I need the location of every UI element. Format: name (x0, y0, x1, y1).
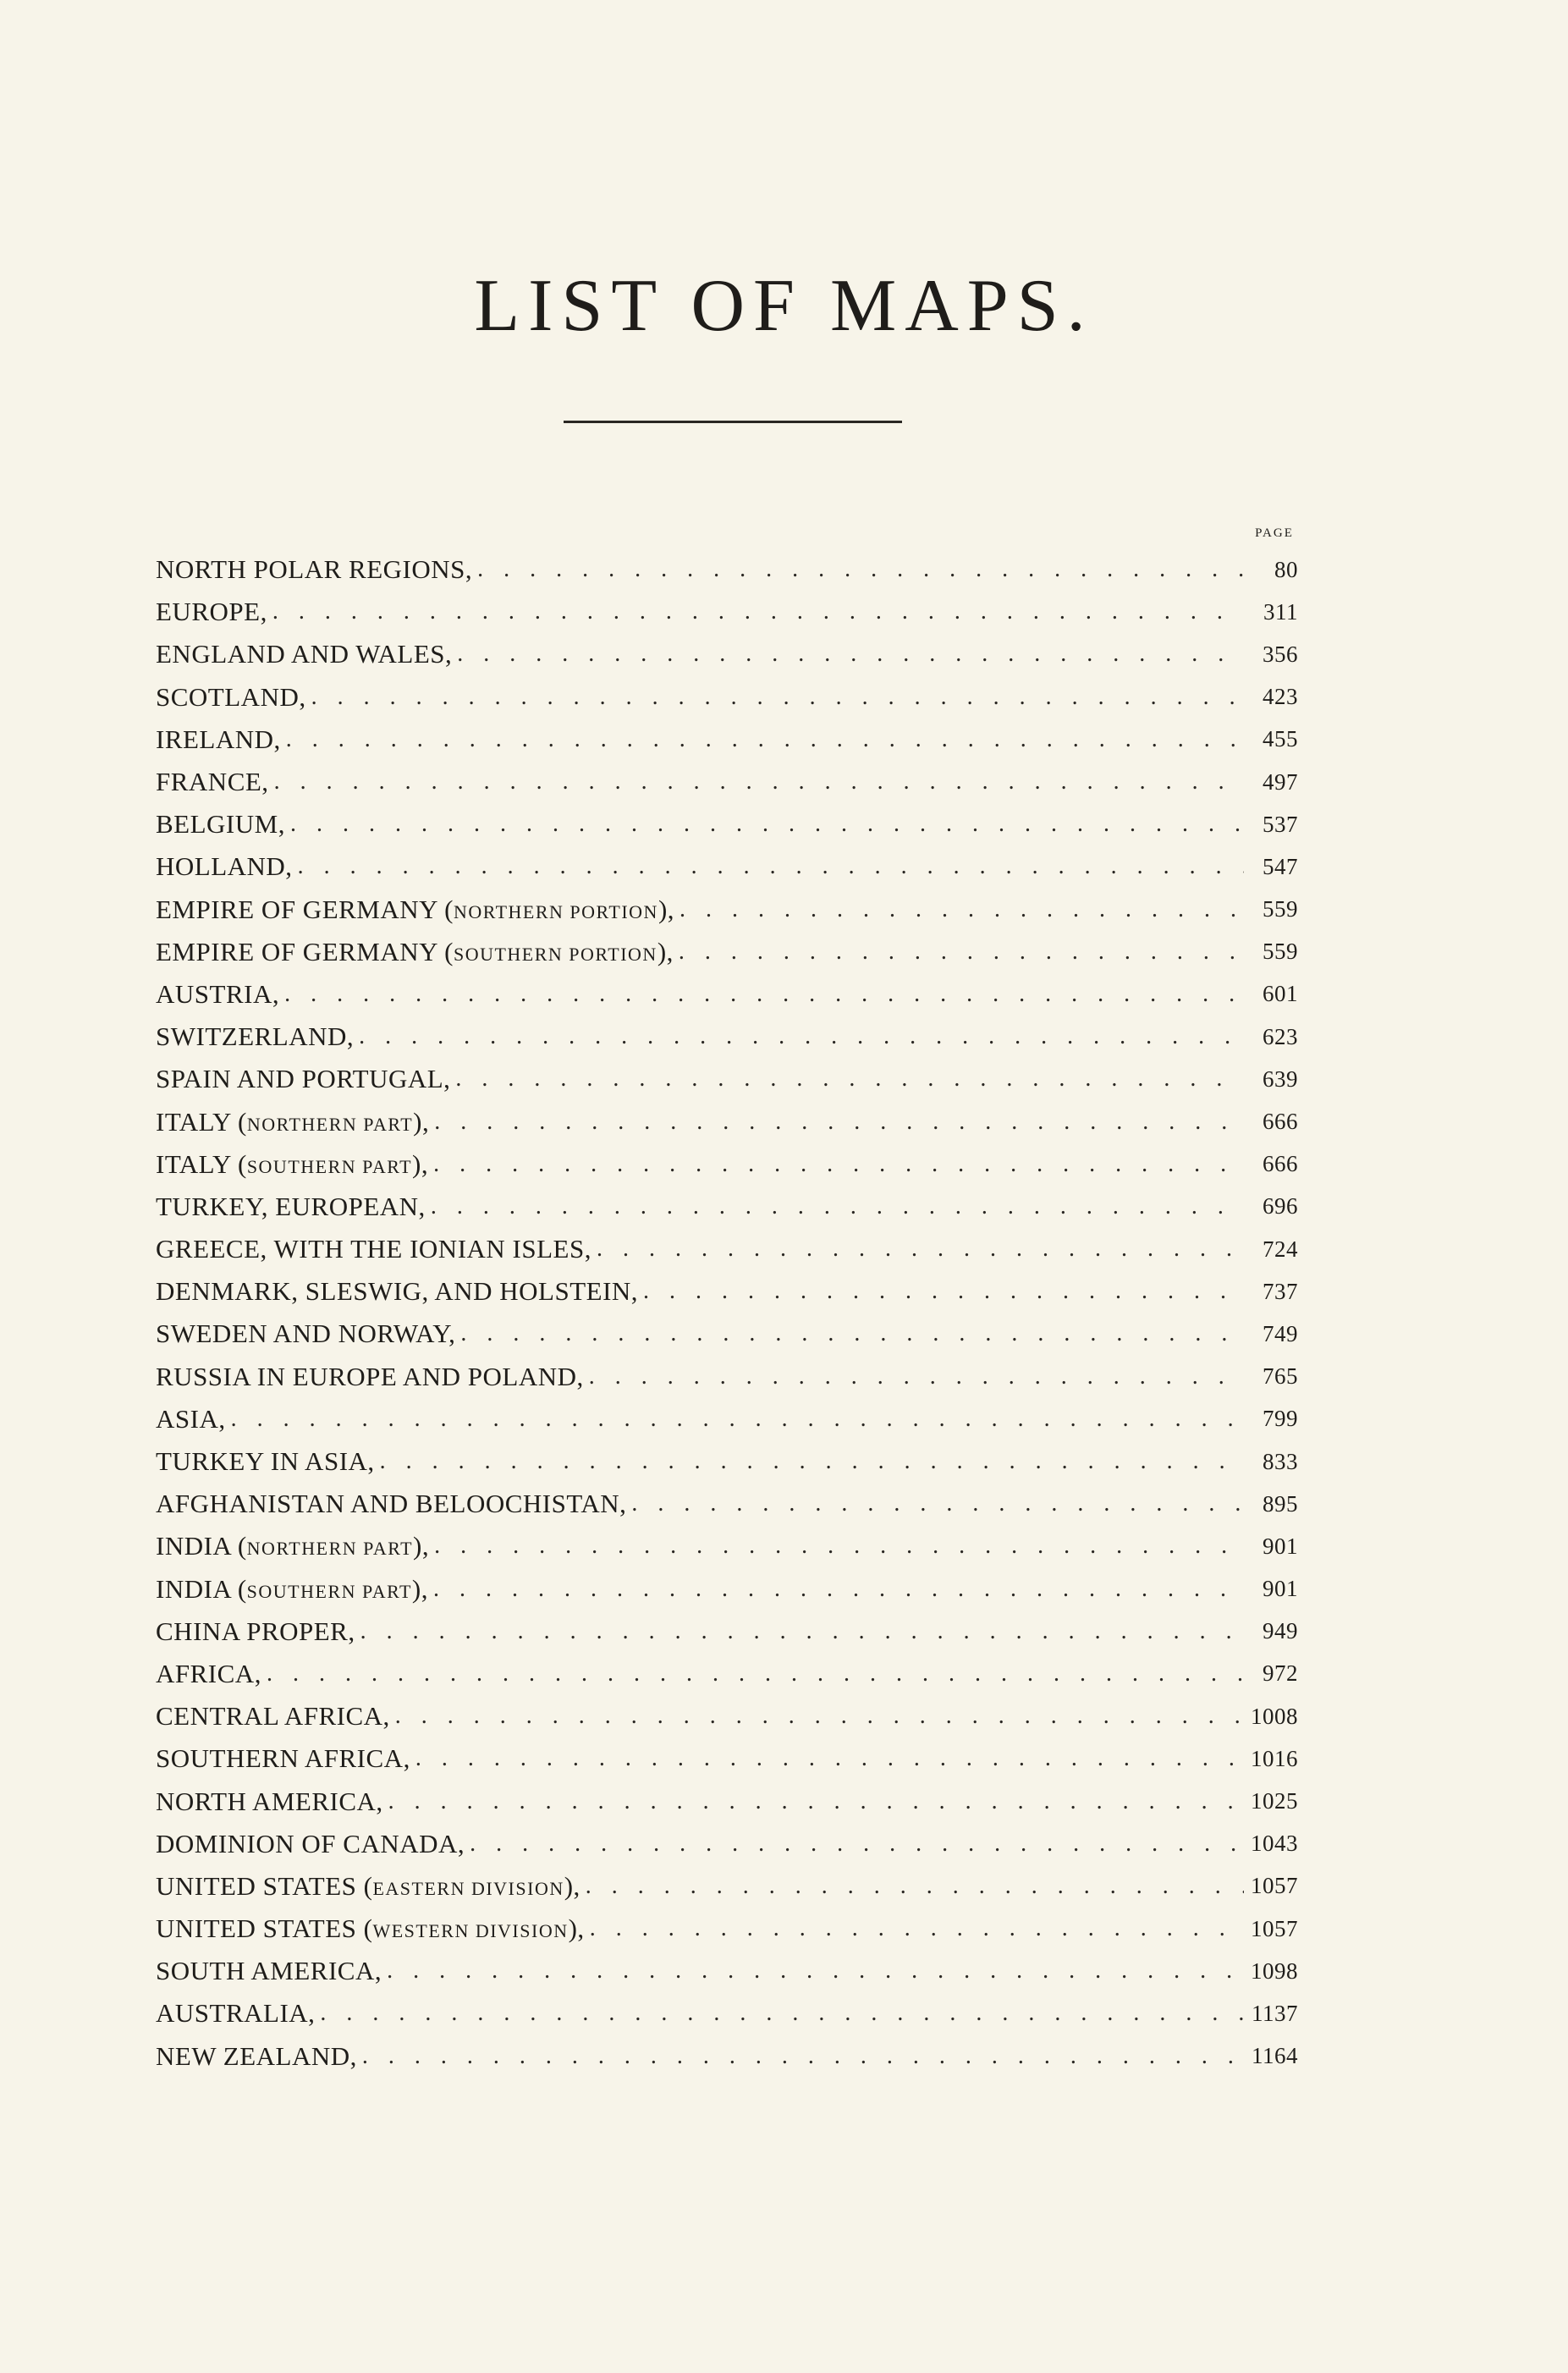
map-entry-name: SPAIN AND PORTUGAL, (156, 1064, 451, 1094)
map-entry (156, 1313, 1298, 1355)
leader-dots (410, 1745, 1244, 1772)
map-entry-page: 724 (1263, 1236, 1298, 1262)
map-entry (156, 1186, 1298, 1228)
map-entry-page: 356 (1263, 641, 1298, 667)
map-entry (156, 761, 1298, 803)
map-entry-name: ENGLAND AND WALES, (156, 639, 453, 669)
leader-dots (580, 1873, 1244, 1900)
map-entry-name: DOMINION OF CANADA, (156, 1828, 465, 1858)
leader-dots (429, 1109, 1244, 1136)
leader-dots (674, 896, 1244, 923)
page-column-heading: PAGE (1255, 526, 1294, 540)
map-entry-name: INDIA (NORTHERN PART), (156, 1531, 430, 1561)
map-entry (156, 1950, 1298, 1992)
map-entry-name: EMPIRE OF GERMANY (NORTHERN PORTION), (156, 894, 675, 924)
map-entry-name: EMPIRE OF GERMANY (SOUTHERN PORTION), (156, 936, 674, 966)
leader-dots (428, 1576, 1244, 1603)
map-entry-page: 497 (1263, 768, 1298, 795)
map-entry-name: UNITED STATES (WESTERN DIVISION), (156, 1913, 585, 1944)
map-entry-page: 765 (1263, 1363, 1298, 1390)
map-entry-name: NEW ZEALAND, (156, 2040, 357, 2071)
map-entry (156, 1270, 1298, 1313)
map-entry (156, 889, 1298, 931)
leader-dots (455, 1320, 1244, 1347)
map-entry-name: NORTH POLAR REGIONS, (156, 554, 473, 585)
leader-dots (355, 1618, 1244, 1645)
map-entry-page: 833 (1263, 1448, 1298, 1474)
map-entry-page: 455 (1263, 726, 1298, 752)
leader-dots (585, 1915, 1244, 1942)
map-entry (156, 1737, 1298, 1780)
map-entry-page: 972 (1263, 1660, 1298, 1687)
map-entry-name: FRANCE, (156, 767, 269, 797)
leader-dots (426, 1193, 1244, 1220)
leader-dots (472, 556, 1244, 583)
page-title: LIST OF MAPS. (474, 265, 1094, 347)
map-entry-name: IRELAND, (156, 724, 281, 754)
map-entry-page: 537 (1263, 811, 1298, 837)
leader-dots (357, 2043, 1244, 2070)
map-entry-page: 1043 (1251, 1831, 1298, 1857)
map-entry-page: 666 (1263, 1151, 1298, 1177)
map-entry-page: 1057 (1251, 1873, 1298, 1899)
leader-dots (382, 1957, 1244, 1985)
map-entry (156, 1100, 1298, 1142)
map-entry-name: SCOTLAND, (156, 681, 306, 712)
map-entry-name: SWITZERLAND, (156, 1021, 355, 1052)
map-entry (156, 1483, 1298, 1525)
map-entry (156, 1398, 1298, 1440)
map-entry-name: TURKEY IN ASIA, (156, 1446, 375, 1477)
leader-dots (638, 1278, 1244, 1305)
map-entry-subtitle: SOUTHERN PORTION (453, 943, 657, 965)
map-entry-name: ITALY (NORTHERN PART), (156, 1106, 430, 1137)
title-rule (564, 421, 902, 423)
map-entry (156, 1695, 1298, 1737)
leader-dots (429, 1533, 1244, 1560)
map-entry-page: 559 (1263, 896, 1298, 922)
leader-dots (281, 726, 1244, 753)
map-entry (156, 1356, 1298, 1398)
map-entry-name: EUROPE, (156, 597, 267, 627)
map-entry-page: 1025 (1251, 1788, 1298, 1814)
map-entry (156, 1908, 1298, 1950)
map-entry-name: AFRICA, (156, 1658, 261, 1688)
leader-dots (226, 1406, 1244, 1433)
leader-dots (285, 811, 1244, 838)
map-entry-name: CENTRAL AFRICA, (156, 1701, 390, 1732)
map-entry-subtitle: SOUTHERN PART (246, 1580, 412, 1602)
map-entry (156, 1525, 1298, 1567)
leader-dots (428, 1151, 1244, 1178)
map-entry (156, 1653, 1298, 1695)
map-entry-page: 901 (1263, 1576, 1298, 1602)
map-entry-name: SOUTH AMERICA, (156, 1956, 382, 1986)
map-entry-page: 1016 (1251, 1745, 1298, 1771)
map-entry (156, 845, 1298, 888)
map-entry-name: BELGIUM, (156, 809, 285, 840)
map-entry-subtitle: SOUTHERN PART (246, 1155, 413, 1177)
map-entry-page: 901 (1263, 1533, 1298, 1559)
map-entry-page: 1164 (1252, 2043, 1298, 2069)
map-entry-page: 895 (1263, 1490, 1298, 1517)
leader-dots (383, 1788, 1244, 1815)
map-entry-name: RUSSIA IN EUROPE AND POLAND, (156, 1361, 584, 1391)
map-entry-subtitle: WESTERN DIVISION (372, 1920, 569, 1942)
map-entry-page: 799 (1263, 1406, 1298, 1432)
map-entry-page: 696 (1263, 1193, 1298, 1220)
map-entry (156, 973, 1298, 1016)
map-entry-page: 639 (1263, 1065, 1298, 1092)
map-entry-name: ASIA, (156, 1403, 226, 1434)
leader-dots (390, 1703, 1244, 1730)
map-entry (156, 1228, 1298, 1270)
map-entry-name: UNITED STATES (EASTERN DIVISION), (156, 1870, 580, 1901)
map-entry-page: 623 (1263, 1023, 1298, 1049)
leader-dots (591, 1236, 1244, 1263)
map-entry (156, 2035, 1298, 2078)
map-list (156, 548, 1298, 2078)
map-entry-page: 601 (1263, 981, 1298, 1007)
map-entry-name: AFGHANISTAN AND BELOOCHISTAN, (156, 1489, 627, 1519)
map-entry-name: ITALY (SOUTHERN PART), (156, 1148, 429, 1179)
map-entry-subtitle: NORTHERN PART (246, 1113, 414, 1135)
map-entry (156, 1992, 1298, 2034)
map-entry (156, 719, 1298, 761)
map-entry-page: 749 (1263, 1320, 1298, 1346)
leader-dots (450, 1065, 1244, 1093)
map-entry-page: 1008 (1251, 1703, 1298, 1729)
map-entry-name: GREECE, WITH THE IONIAN ISLES, (156, 1234, 591, 1264)
map-entry (156, 1780, 1298, 1822)
map-entry-page: 559 (1263, 939, 1298, 965)
map-entry-subtitle: NORTHERN PORTION (453, 900, 658, 922)
map-entry (156, 1568, 1298, 1610)
map-entry (156, 1610, 1298, 1653)
map-entry-page: 1137 (1252, 2000, 1298, 2026)
map-entry-name: HOLLAND, (156, 851, 293, 882)
map-entry-subtitle: EASTERN DIVISION (372, 1877, 564, 1899)
map-entry (156, 1058, 1298, 1100)
leader-dots (293, 853, 1244, 880)
map-entry-name: AUSTRIA, (156, 978, 280, 1009)
map-entry-name: INDIA (SOUTHERN PART), (156, 1573, 428, 1604)
map-entry-page: 423 (1263, 684, 1298, 710)
leader-dots (584, 1363, 1244, 1390)
map-entry (156, 931, 1298, 973)
map-entry-name: CHINA PROPER, (156, 1616, 355, 1646)
leader-dots (315, 2000, 1244, 2027)
map-entry (156, 1143, 1298, 1186)
map-entry-page: 666 (1263, 1109, 1298, 1135)
map-entry-name: TURKEY, EUROPEAN, (156, 1191, 426, 1221)
map-entry-page: 547 (1263, 853, 1298, 879)
leader-dots (306, 684, 1244, 711)
map-entry (156, 633, 1298, 675)
leader-dots (674, 939, 1244, 966)
map-entry (156, 803, 1298, 845)
leader-dots (465, 1831, 1244, 1858)
map-entry-page: 949 (1263, 1618, 1298, 1644)
leader-dots (452, 641, 1244, 668)
map-entry (156, 1440, 1298, 1483)
leader-dots (626, 1490, 1244, 1517)
map-entry-page: 1098 (1251, 1957, 1298, 1984)
map-entry-subtitle: NORTHERN PART (246, 1538, 414, 1560)
map-entry (156, 1016, 1298, 1058)
map-entry (156, 1865, 1298, 1908)
leader-dots (269, 768, 1244, 796)
leader-dots (354, 1023, 1244, 1050)
map-entry (156, 676, 1298, 719)
map-entry-name: NORTH AMERICA, (156, 1786, 383, 1816)
map-entry (156, 548, 1298, 591)
map-entry-name: DENMARK, SLESWIG, AND HOLSTEIN, (156, 1276, 639, 1307)
map-entry-page: 80 (1274, 556, 1298, 582)
leader-dots (267, 598, 1244, 625)
map-entry (156, 1823, 1298, 1865)
leader-dots (279, 981, 1244, 1008)
leader-dots (261, 1660, 1244, 1688)
map-entry-page: 737 (1263, 1278, 1298, 1304)
map-entry-page: 311 (1263, 598, 1298, 625)
map-entry-name: AUSTRALIA, (156, 1998, 316, 2029)
map-entry (156, 591, 1298, 633)
leader-dots (375, 1448, 1244, 1475)
map-entry-name: SWEDEN AND NORWAY, (156, 1319, 456, 1349)
map-entry-name: SOUTHERN AFRICA, (156, 1743, 410, 1774)
map-entry-page: 1057 (1251, 1915, 1298, 1941)
